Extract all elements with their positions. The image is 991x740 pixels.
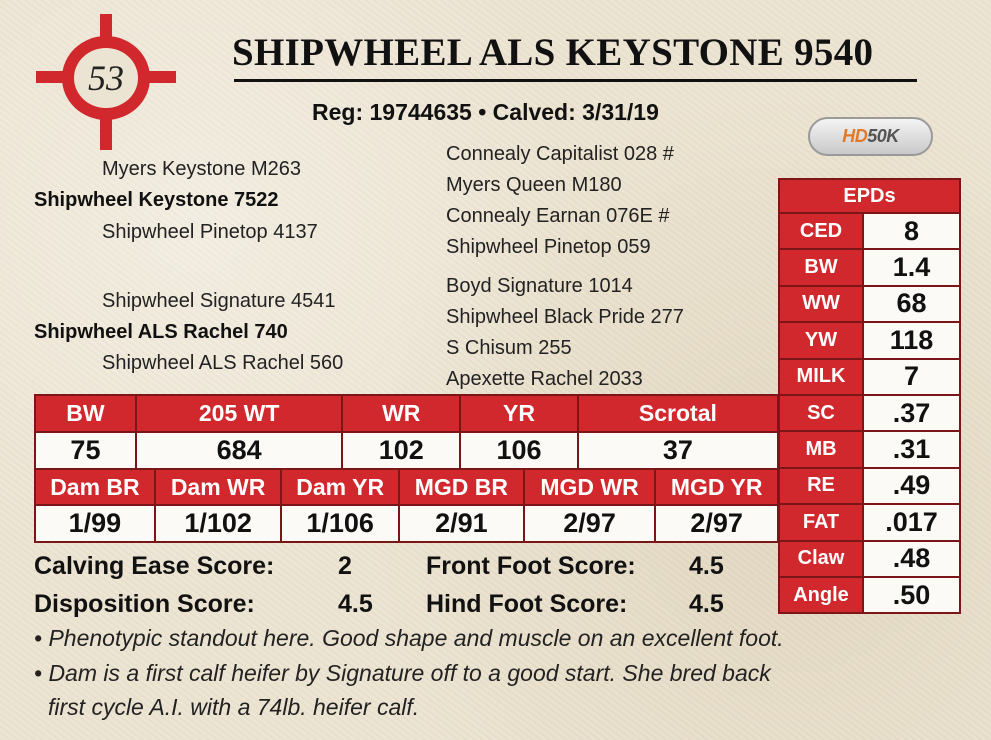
note-line-1: • Phenotypic standout here. Good shape and muscle on an excellent foot. [34, 625, 784, 651]
pedigree-outer-8: Apexette Rachel 2033 [446, 368, 643, 390]
hind-foot-score-label: Hind Foot Score: [426, 590, 628, 618]
dam-production-header: Dam BR [35, 469, 155, 505]
calving-ease-score-value: 2 [338, 552, 352, 580]
epd-value: 118 [863, 322, 960, 358]
epd-label: SC [779, 395, 863, 431]
dam-production-header-row [35, 469, 778, 505]
dam-production-value: 1/102 [155, 505, 282, 542]
hd50k-logo-prefix: HD [842, 126, 868, 146]
pedigree-outer-2: Myers Queen M180 [446, 174, 622, 196]
epd-label: BW [779, 249, 863, 285]
lot-number: 53 [74, 48, 138, 108]
hind-foot-score-value: 4.5 [689, 590, 724, 618]
registration-line: Reg: 19744635 • Calved: 3/31/19 [312, 99, 659, 125]
epd-row [779, 541, 960, 577]
dam-production-header: MGD YR [655, 469, 778, 505]
title-underline [234, 79, 917, 82]
pedigree-outer-5: Boyd Signature 1014 [446, 275, 633, 297]
hd50k-logo [808, 117, 933, 156]
epd-value: 68 [863, 286, 960, 322]
front-foot-score-label: Front Foot Score: [426, 552, 636, 580]
disposition-score-value: 4.5 [338, 590, 373, 618]
epd-row [779, 322, 960, 358]
epd-header: EPDs [779, 179, 960, 213]
epd-label: Claw [779, 541, 863, 577]
epd-row [779, 213, 960, 249]
epd-value: .37 [863, 395, 960, 431]
epd-value: 8 [863, 213, 960, 249]
dam-production-value-row [35, 505, 778, 542]
pedigree-outer-3: Connealy Earnan 076E # [446, 205, 670, 227]
dam-production-header: MGD WR [524, 469, 656, 505]
note-line-3: first cycle A.I. with a 74lb. heifer calf. [48, 694, 420, 720]
epd-row [779, 359, 960, 395]
pedigree-dam-dam: Shipwheel ALS Rachel 560 [102, 352, 344, 374]
performance-header: 205 WT [136, 395, 342, 432]
epd-label: Angle [779, 577, 863, 613]
performance-value: 684 [136, 432, 342, 469]
epd-value: .48 [863, 541, 960, 577]
epd-value: .50 [863, 577, 960, 613]
performance-value: 37 [578, 432, 778, 469]
dam-production-value: 1/99 [35, 505, 155, 542]
epd-value: .31 [863, 431, 960, 467]
performance-header: BW [35, 395, 136, 432]
epd-label: RE [779, 468, 863, 504]
dam-production-value: 2/97 [655, 505, 778, 542]
performance-value: 102 [342, 432, 460, 469]
pedigree-outer-6: Shipwheel Black Pride 277 [446, 306, 684, 328]
epd-label: MB [779, 431, 863, 467]
epd-label: FAT [779, 504, 863, 540]
epd-value: .017 [863, 504, 960, 540]
epd-value: .49 [863, 468, 960, 504]
performance-value: 75 [35, 432, 136, 469]
dam-production-table [34, 468, 779, 543]
pedigree-sire-dam: Shipwheel Pinetop 4137 [102, 221, 318, 243]
front-foot-score-value: 4.5 [689, 552, 724, 580]
performance-header-row [35, 395, 778, 432]
epd-row [779, 468, 960, 504]
pedigree-outer-4: Shipwheel Pinetop 059 [446, 236, 651, 258]
epd-label: WW [779, 286, 863, 322]
pedigree-dam-sire: Shipwheel Signature 4541 [102, 290, 336, 312]
performance-value: 106 [460, 432, 578, 469]
lot-number-badge [36, 14, 176, 150]
epd-row [779, 249, 960, 285]
performance-header: YR [460, 395, 578, 432]
epd-table [778, 178, 961, 614]
performance-header: WR [342, 395, 460, 432]
dam-production-value: 2/97 [524, 505, 656, 542]
performance-header: Scrotal [578, 395, 778, 432]
epd-value: 1.4 [863, 249, 960, 285]
pedigree-dam: Shipwheel ALS Rachel 740 [34, 321, 288, 343]
hd50k-logo-suffix: 50K [867, 126, 899, 146]
dam-production-header: Dam WR [155, 469, 282, 505]
epd-label: MILK [779, 359, 863, 395]
note-line-2: • Dam is a first calf heifer by Signature off to a good start. She bred back [34, 660, 771, 686]
pedigree-sire: Shipwheel Keystone 7522 [34, 189, 279, 211]
dam-production-value: 2/91 [399, 505, 524, 542]
epd-row [779, 431, 960, 467]
epd-row [779, 577, 960, 613]
epd-row [779, 286, 960, 322]
epd-value: 7 [863, 359, 960, 395]
animal-name-title: SHIPWHEEL ALS KEYSTONE 9540 [232, 31, 874, 74]
pedigree-outer-7: S Chisum 255 [446, 337, 572, 359]
performance-value-row [35, 432, 778, 469]
epd-label: YW [779, 322, 863, 358]
epd-row [779, 504, 960, 540]
pedigree-outer-1: Connealy Capitalist 028 # [446, 143, 674, 165]
disposition-score-label: Disposition Score: [34, 590, 255, 618]
dam-production-header: Dam YR [281, 469, 399, 505]
epd-row [779, 395, 960, 431]
pedigree-sire-sire: Myers Keystone M263 [102, 158, 301, 180]
dam-production-value: 1/106 [281, 505, 399, 542]
calving-ease-score-label: Calving Ease Score: [34, 552, 275, 580]
epd-label: CED [779, 213, 863, 249]
performance-table [34, 394, 779, 470]
dam-production-header: MGD BR [399, 469, 524, 505]
